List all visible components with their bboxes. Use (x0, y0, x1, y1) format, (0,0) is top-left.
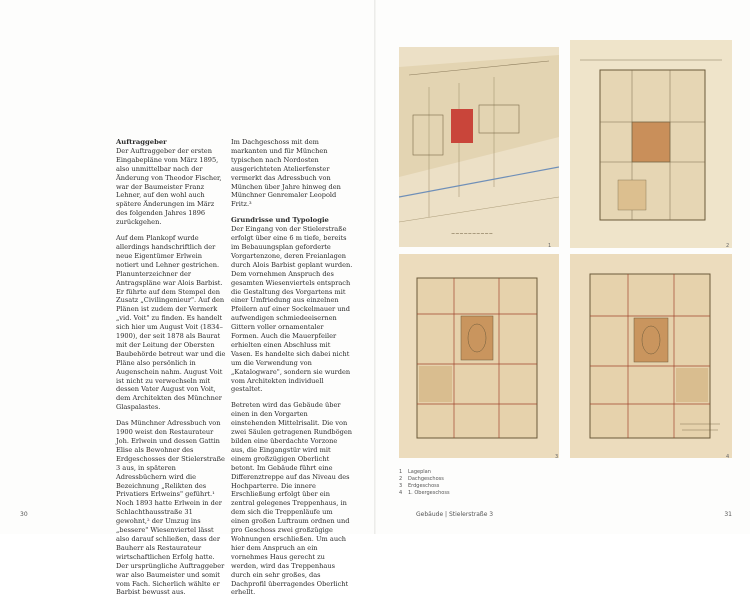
figure-number: 3 (555, 454, 559, 460)
figure-captions (399, 469, 450, 497)
site-plan-image (399, 47, 559, 247)
page-number-right: 31 (724, 511, 732, 518)
text-column-left (116, 138, 226, 604)
paragraph: Der Auftraggeber der ersten Eingabepläne vom März 1895, also unmittelbar nach der Änderung von Theodor Fischer, war der Baumeister Franz Lehner, auf den wohl auch spätere Änderungen im März des folgenden Jahres 1896 zurückgehen. (116, 146, 222, 227)
text-column-right (231, 138, 353, 604)
paragraph: Der Eingang von der Stielerstraße erfolgt über eine 6 m tiefe, bereits im Bebauungsplan geforderte Vorgartenzone, deren Freianlagen durch Alois Barbist geplant wurden. Dem vornehmen Anspruch des gesamten Wiesenviertels entsprach die Gestaltung des Vorgartens mit einer Umfriedung aus einzelnen Pfeilern auf einer Sockelmauer und aufwendigen schmiedeeisernen Gittern voller ornamentaler Formen. Auch die Mauerpfeiler erhielten einen Abschluss mit Vasen. Es handelte sich dabei nicht um die Verwendung von „Katalogware", sondern sie wurden vom Architekten individuell gestaltet. (231, 225, 353, 394)
paragraph: Das Münchner Adressbuch von 1900 weist den Restaurateur Joh. Erlwein und dessen Gattin Elise als Bewohner des Erdgeschosses der Stielerstraße 3 aus, in späteren Adressbüchern wird die Bezeichnung „Relikten des Privatiers Erlweins" geführt.¹ Noch 1893 hatte Erlwein in der Schlachthausstraße 31 gewohnt,² der Umzug ins „bessere" Wiesenviertel lässt also darauf schließen, dass der Bauherr als Restaurateur wirtschaftlichen Erfolg hatte. Der ursprüngliche Auftraggeber war also Baumeister und somit vom Fach. Sicherlich wählte er Barbist bewusst aus. (116, 419, 225, 597)
paragraph: Betreten wird das Gebäude über einen in den Vorgarten einstehenden Mittelrisalit. Die von zwei Säulen getragenen Rundbögen bilden eine überdachte Vorzone aus, die Eingangstür wird mit einem großzügigen Oberlicht betont. Im Gebäude führt eine Differenztreppe auf das Niveau des Hochparterre. Die innere Erschließung erfolgt über ein zentral gelegenes Treppenhaus, in dem sich die Treppenläufe um einen großen Luftraum ordnen und pro Geschoss zwei großzügige Wohnungen erschließen. Um auch hier dem Anspruch an ein vornehmes Haus gerecht zu werden, wird das Treppenhaus durch ein sehr großes, das Dachprofil überragendes Oberlicht erhellt. (231, 401, 352, 597)
ground-floor-plan-image (399, 254, 559, 458)
caption-item: 2 Dachgeschoss (399, 476, 444, 482)
section-heading: Grundrisse und Typologie (231, 216, 329, 225)
paragraph: Auf dem Plankopf wurde allerdings handschriftlich der neue Eigentümer Erlwein notiert und Lehner gestrichen. Planunterzeichner der Antragspläne war Alois Barbist. Er führte auf dem Stempel den Zusatz „Civilingenieur". Auf den Plänen ist zudem der Vermerk „vid. Voit" zu finden. Es handelt sich hier um August Voit (1834–1900), der seit 1878 als Baurat mit der Leitung der Obersten Baubehörde betreut war und die Pläne also persönlich in Augenschein nahm. August Voit ist nicht zu verwechseln mit dessen Vater August von Voit, dem Architekten des Münchner Glaspalastes. (116, 234, 226, 412)
first-floor-plan-image (570, 254, 732, 458)
page-number-left: 30 (20, 511, 28, 518)
figure-number: 4 (726, 454, 730, 460)
section-heading: Auftraggeber (116, 138, 167, 146)
caption-item: 1 Lageplan (399, 469, 431, 475)
running-head: Gebäude | Stielerstraße 3 (416, 511, 494, 518)
figure-number: 2 (726, 243, 730, 249)
caption-item: 3 Erdgeschoss (399, 483, 440, 489)
paragraph: Im Dachgeschoss mit dem markanten und für München typischen nach Nordosten ausgerichteten Atelierfenster vermerkt das Adressbuch von München über Jahre hinweg den Münchner Genremaler Leopold Fritz.³ (231, 138, 341, 209)
figure-number: 1 (548, 243, 552, 249)
gutter (374, 0, 376, 534)
caption-item: 4 1. Obergeschoss (399, 490, 450, 496)
attic-floor-plan-image (570, 40, 732, 248)
svg-text:~~~~~~~~~~: ~~~~~~~~~~ (451, 231, 493, 237)
